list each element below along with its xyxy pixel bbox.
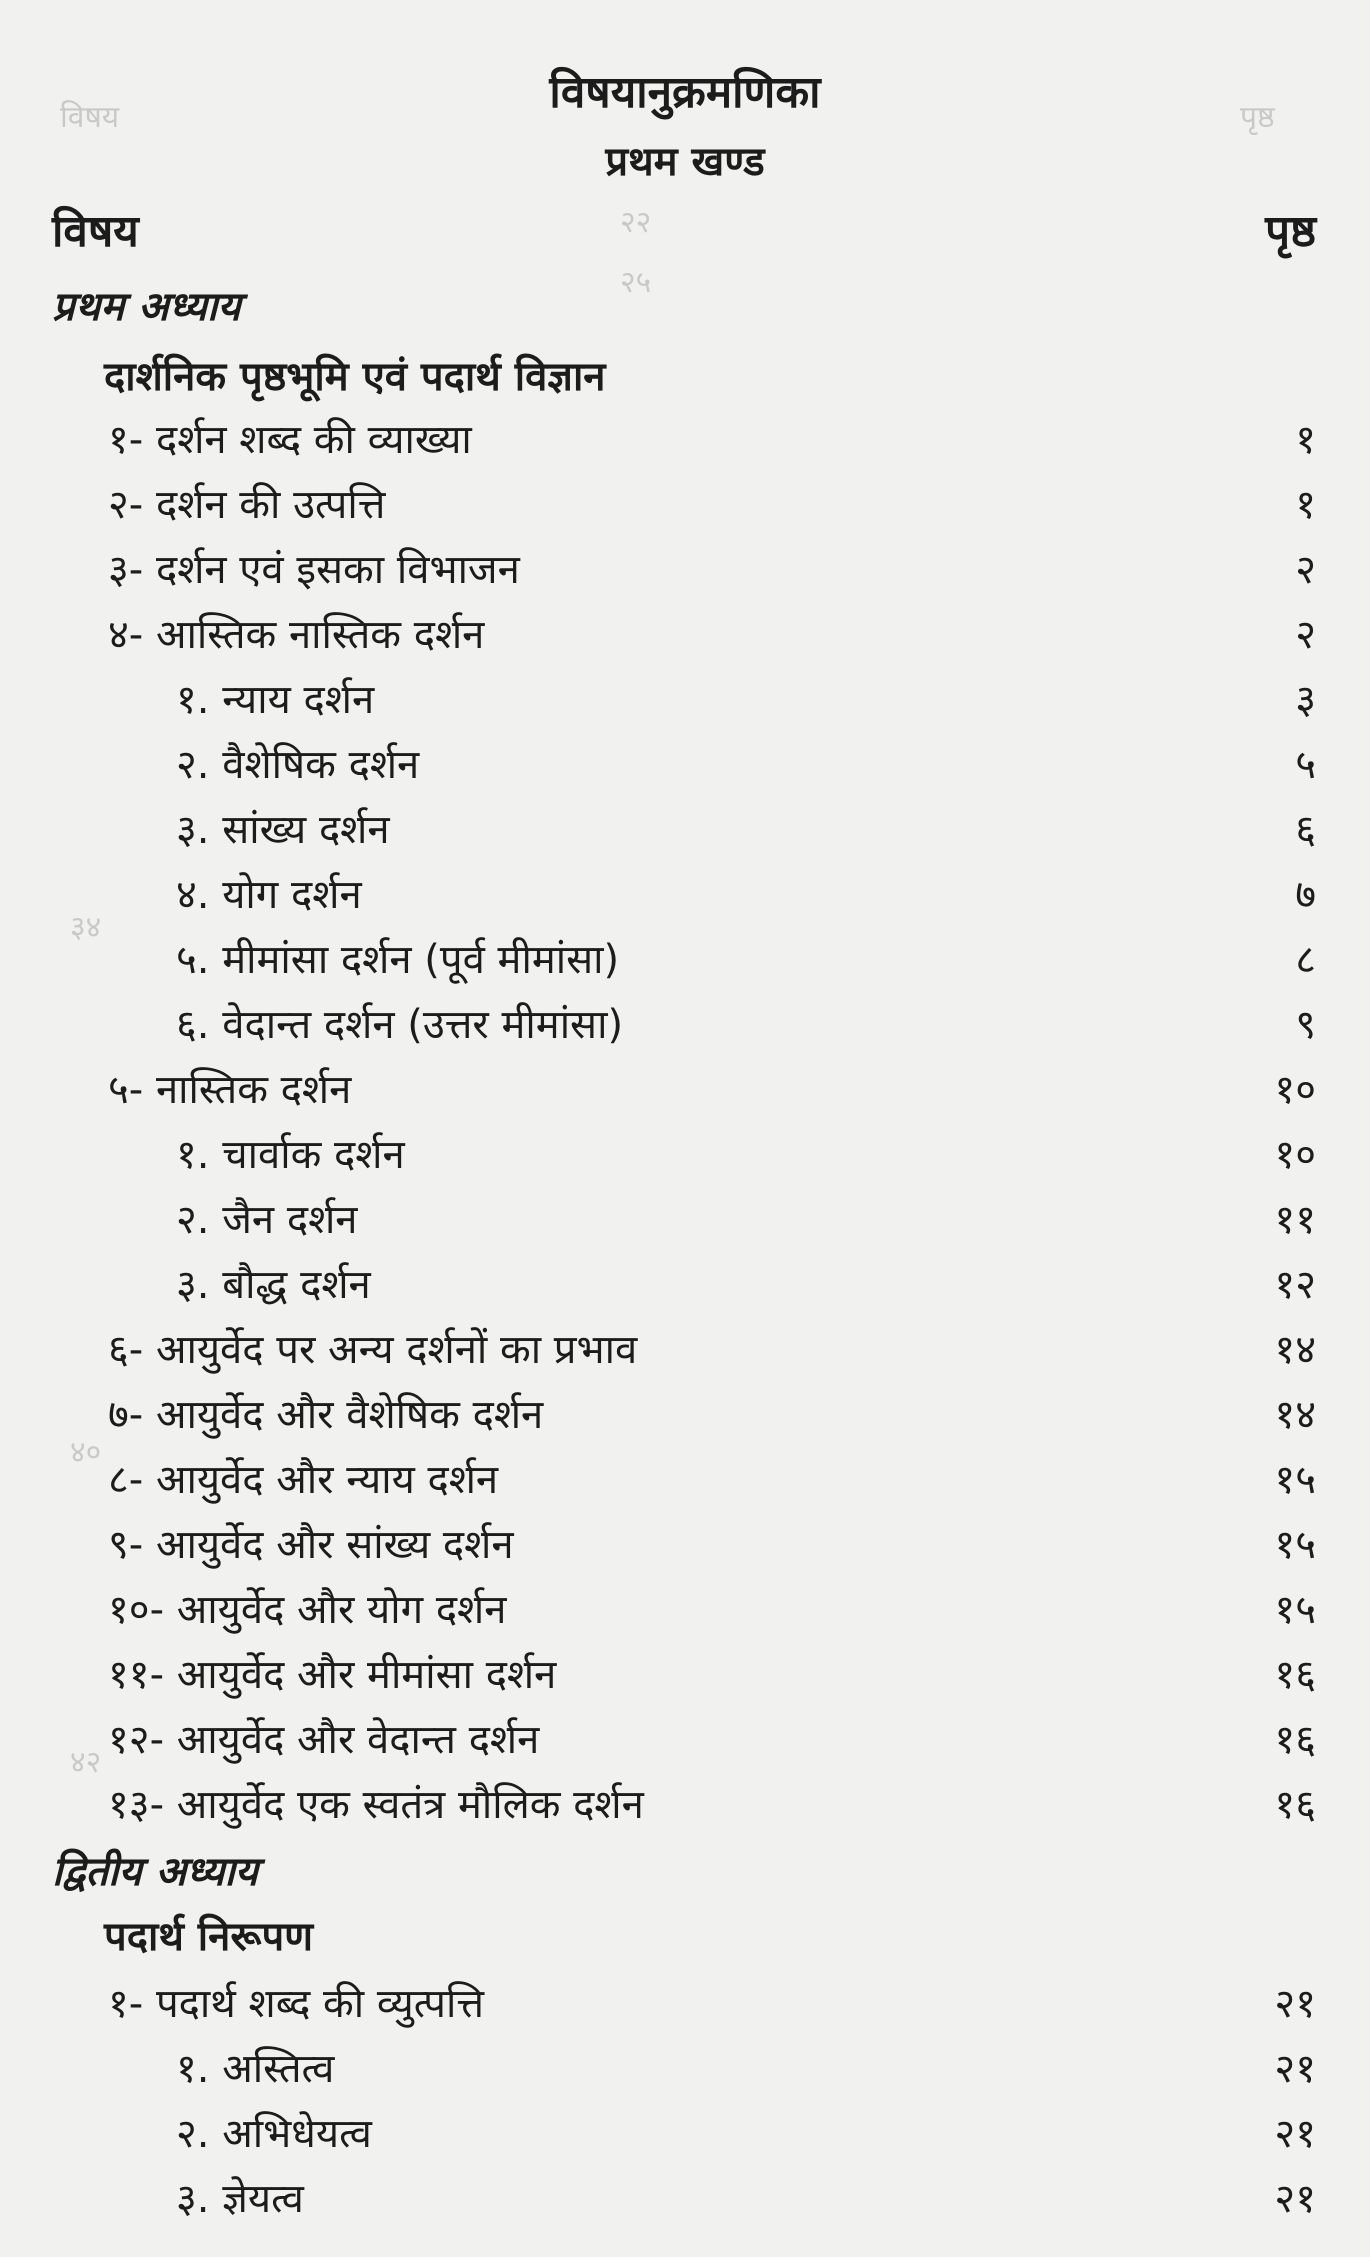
toc-entry-page-number: १६ — [1274, 1652, 1316, 1698]
toc-entry — [0, 1448, 1370, 1512]
toc-entry — [0, 1253, 1370, 1317]
toc-entry-title: ४. योग दर्शन — [176, 872, 362, 918]
toc-entry-title: १. न्याय दर्शन — [176, 677, 375, 723]
toc-entry — [0, 1773, 1370, 1837]
toc-entry — [0, 473, 1370, 537]
toc-entry-page-number: १६ — [1274, 1717, 1316, 1763]
toc-entry-title: ३. बौद्ध दर्शन — [176, 1262, 371, 1308]
toc-entry-title: दार्शनिक पृष्ठभूमि एवं पदार्थ विज्ञान — [104, 354, 606, 400]
bleed-through-mark: ४२ — [70, 1745, 102, 1780]
toc-entry-page-number: २१ — [1274, 2176, 1316, 2222]
bleed-through-mark: पृष्ठ — [1240, 100, 1275, 135]
toc-entry-page-number: ७ — [1295, 872, 1316, 918]
chapter-heading — [0, 275, 1370, 339]
toc-entry-page-number: १६ — [1274, 1782, 1316, 1828]
toc-entry — [0, 668, 1370, 732]
toc-entry-title: २. अभिधेयत्व — [176, 2111, 372, 2157]
toc-entry — [0, 1188, 1370, 1252]
toc-entry-page-number: ११ — [1274, 1197, 1316, 1243]
toc-entry-page-number: ८ — [1295, 937, 1316, 983]
toc-entry-page-number: २ — [1295, 612, 1316, 658]
toc-entry-title: ६. वेदान्त दर्शन (उत्तर मीमांसा) — [176, 1002, 624, 1048]
toc-entry-title: ३- दर्शन एवं इसका विभाजन — [108, 547, 520, 593]
toc-entry-title: २. वैशेषिक दर्शन — [176, 742, 420, 788]
toc-entry — [0, 1643, 1370, 1707]
section-heading — [0, 1905, 1370, 1969]
toc-entry-title: ३. सांख्य दर्शन — [176, 807, 390, 853]
toc-entry — [0, 603, 1370, 667]
toc-entry-title: १- दर्शन शब्द की व्याख्या — [108, 417, 472, 463]
chapter-heading — [0, 1840, 1370, 1904]
toc-entry-page-number: ९ — [1295, 1002, 1316, 1048]
toc-entry — [0, 2102, 1370, 2166]
toc-entry — [0, 733, 1370, 797]
toc-entry-title: १३- आयुर्वेद एक स्वतंत्र मौलिक दर्शन — [108, 1782, 644, 1828]
page-title: विषयानुक्रमणिका — [549, 67, 821, 118]
toc-entry-page-number: १० — [1274, 1132, 1316, 1178]
toc-entry — [0, 1578, 1370, 1642]
toc-entry-page-number: १५ — [1274, 1587, 1316, 1633]
toc-entry-title: १०- आयुर्वेद और योग दर्शन — [108, 1587, 507, 1633]
bleed-through-mark: विषय — [60, 100, 120, 135]
toc-entry-page-number: १४ — [1274, 1392, 1316, 1438]
toc-entry-page-number: २१ — [1274, 1981, 1316, 2027]
toc-entry-page-number: १२ — [1274, 1262, 1316, 1308]
toc-entry — [0, 1318, 1370, 1382]
toc-entry — [0, 2167, 1370, 2231]
section-heading — [0, 345, 1370, 409]
toc-entry — [0, 1708, 1370, 1772]
toc-entry-title: ९- आयुर्वेद और सांख्य दर्शन — [108, 1522, 514, 1568]
toc-entry-title: ८- आयुर्वेद और न्याय दर्शन — [108, 1457, 499, 1503]
toc-entry-page-number: २१ — [1274, 2111, 1316, 2157]
toc-entry — [0, 798, 1370, 862]
bleed-through-mark: ३४ — [70, 910, 102, 945]
toc-entry-page-number: ६ — [1295, 807, 1316, 853]
toc-entry-page-number: १४ — [1274, 1327, 1316, 1373]
toc-entry — [0, 2037, 1370, 2101]
subject-column-header: विषय — [52, 206, 139, 257]
toc-entry-title: ५. मीमांसा दर्शन (पूर्व मीमांसा) — [176, 937, 620, 983]
toc-entry-page-number: ५ — [1295, 742, 1316, 788]
toc-entry-title: ५- नास्तिक दर्शन — [108, 1067, 352, 1113]
toc-entry-page-number: १५ — [1274, 1522, 1316, 1568]
toc-entry-title: १२- आयुर्वेद और वेदान्त दर्शन — [108, 1717, 540, 1763]
toc-entry-page-number: १ — [1295, 417, 1316, 463]
toc-entry-title: १. चार्वाक दर्शन — [176, 1132, 405, 1178]
toc-entry-title: १. अस्तित्व — [176, 2046, 335, 2092]
bleed-through-mark: २५ — [620, 265, 652, 300]
toc-entry — [0, 993, 1370, 1057]
bleed-through-mark: ४० — [70, 1435, 102, 1470]
toc-entry-page-number: २१ — [1274, 2046, 1316, 2092]
page-column-header: पृष्ठ — [1265, 206, 1316, 257]
toc-entry-page-number: १० — [1274, 1067, 1316, 1113]
toc-entry-page-number: ३ — [1295, 677, 1316, 723]
toc-entry-title: २- दर्शन की उत्पत्ति — [108, 482, 386, 528]
toc-entry-title: ३. ज्ञेयत्व — [176, 2176, 304, 2222]
toc-entry — [0, 928, 1370, 992]
toc-entry-title: १- पदार्थ शब्द की व्युत्पत्ति — [108, 1981, 485, 2027]
column-header-row — [0, 200, 1370, 264]
toc-entry — [0, 1513, 1370, 1577]
toc-entry-title: ४- आस्तिक नास्तिक दर्शन — [108, 612, 485, 658]
toc-entry — [0, 408, 1370, 472]
toc-entry — [0, 863, 1370, 927]
toc-entry — [0, 538, 1370, 602]
toc-entry — [0, 1058, 1370, 1122]
toc-entry — [0, 1972, 1370, 2036]
toc-entry — [0, 1383, 1370, 1447]
toc-entry-title: द्वितीय अध्याय — [52, 1849, 259, 1895]
toc-entry-page-number: १ — [1295, 482, 1316, 528]
toc-entry-title: २. जैन दर्शन — [176, 1197, 358, 1243]
toc-entry-page-number: १५ — [1274, 1457, 1316, 1503]
toc-entry-title: प्रथम अध्याय — [52, 284, 241, 330]
toc-entry-title: पदार्थ निरूपण — [104, 1914, 314, 1960]
toc-entry — [0, 1123, 1370, 1187]
toc-entry-title: ११- आयुर्वेद और मीमांसा दर्शन — [108, 1652, 557, 1698]
bleed-through-mark: २२ — [620, 205, 652, 240]
toc-entry-title: ६- आयुर्वेद पर अन्य दर्शनों का प्रभाव — [108, 1327, 638, 1373]
toc-entry-title: ७- आयुर्वेद और वैशेषिक दर्शन — [108, 1392, 544, 1438]
toc-entry-page-number: २ — [1295, 547, 1316, 593]
part-subtitle: प्रथम खण्ड — [605, 139, 765, 185]
